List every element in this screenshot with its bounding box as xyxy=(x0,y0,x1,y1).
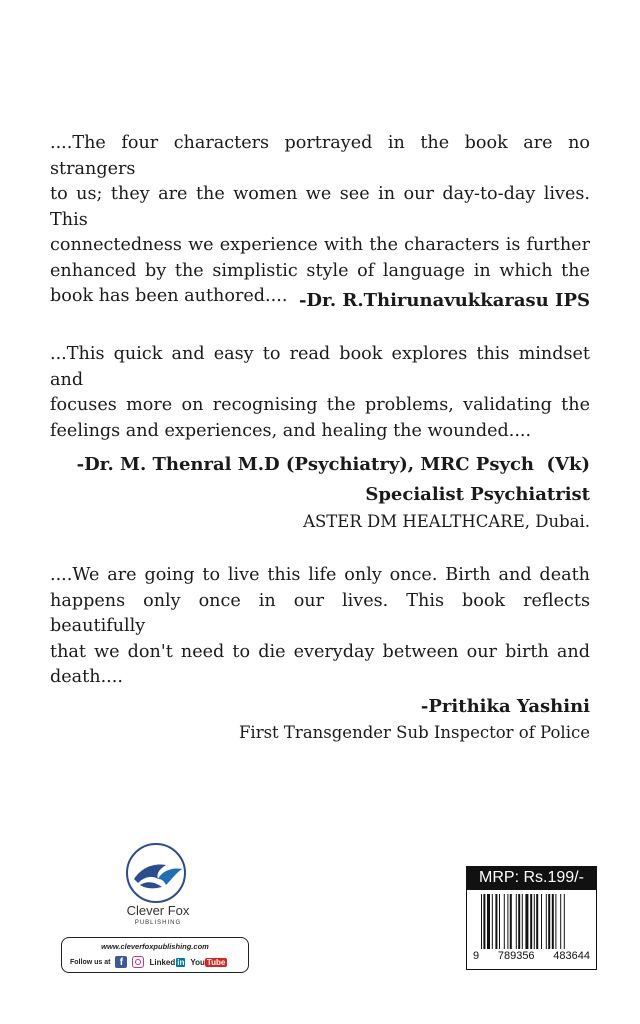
quote-2-org: ASTER DM HEALTHCARE, Dubai. xyxy=(303,512,590,531)
follow-label: Follow us at xyxy=(70,958,111,966)
publisher-name: Clever Fox xyxy=(126,903,190,918)
facebook-icon[interactable]: f xyxy=(115,956,127,968)
quote-2-line: ...This quick and easy to read book explores this mindset and xyxy=(50,344,590,390)
quote-2 xyxy=(50,342,590,444)
barcode-icon xyxy=(481,894,591,949)
linkedin-text: Linked xyxy=(149,957,176,967)
social-row xyxy=(70,955,227,969)
linkedin-icon[interactable] xyxy=(149,958,185,967)
quote-2-line: focuses more on recognising the problems, validating the xyxy=(50,395,590,415)
publisher-tagline: PUBLISHING xyxy=(134,920,182,926)
quote-3-title: First Transgender Sub Inspector of Police xyxy=(238,723,590,742)
isbn-digit-group: 483644 xyxy=(553,950,590,962)
youtube-text: You xyxy=(190,957,205,967)
quote-1-line: to us; they are the women we see in our day-to-day lives. This xyxy=(50,184,590,230)
quote-1-line: ....The four characters portrayed in the book are no strangers xyxy=(50,133,590,179)
isbn-digits xyxy=(467,950,596,962)
quote-3 xyxy=(50,563,590,691)
publisher-url[interactable]: www.cleverfoxpublishing.com xyxy=(101,942,209,951)
quote-1 xyxy=(50,131,590,310)
follow-us-box xyxy=(61,937,249,973)
fox-icon xyxy=(132,857,184,891)
linkedin-badge: in xyxy=(177,957,185,967)
quote-2-title: Specialist Psychiatrist xyxy=(365,484,590,505)
quote-3-line: ....We are going to live this life only once. Birth and death xyxy=(50,565,590,585)
quote-2-line: feelings and experiences, and healing the wounded.... xyxy=(50,420,532,441)
youtube-badge: Tube xyxy=(206,957,226,967)
instagram-icon[interactable] xyxy=(132,956,144,968)
quote-2-attribution: -Dr. M. Thenral M.D (Psychiatry), MRC Psych (Vk) xyxy=(76,454,590,475)
quote-3-line: happens only once in our lives. This book reflects beautifully xyxy=(50,590,590,636)
youtube-icon[interactable] xyxy=(190,958,227,967)
quote-1-line: book has been authored.... xyxy=(50,286,288,306)
price-label: MRP: Rs.199/- xyxy=(466,866,597,890)
quote-3-attribution: -Prithika Yashini xyxy=(420,696,590,717)
quote-1-attribution: -Dr. R.Thirunavukkarasu IPS xyxy=(298,290,590,311)
isbn-digit-group: 9 xyxy=(473,950,480,962)
quote-3-line: death.... xyxy=(50,667,123,687)
publisher-logo xyxy=(118,843,198,931)
isbn-digit-group: 789356 xyxy=(497,950,535,962)
quote-1-line: connectedness we experience with the characters is further xyxy=(50,235,590,255)
barcode-box xyxy=(466,890,597,970)
quote-3-line: that we don't need to die everyday between our birth and xyxy=(50,641,590,662)
quote-1-line: enhanced by the simplistic style of language in which the xyxy=(50,260,590,281)
